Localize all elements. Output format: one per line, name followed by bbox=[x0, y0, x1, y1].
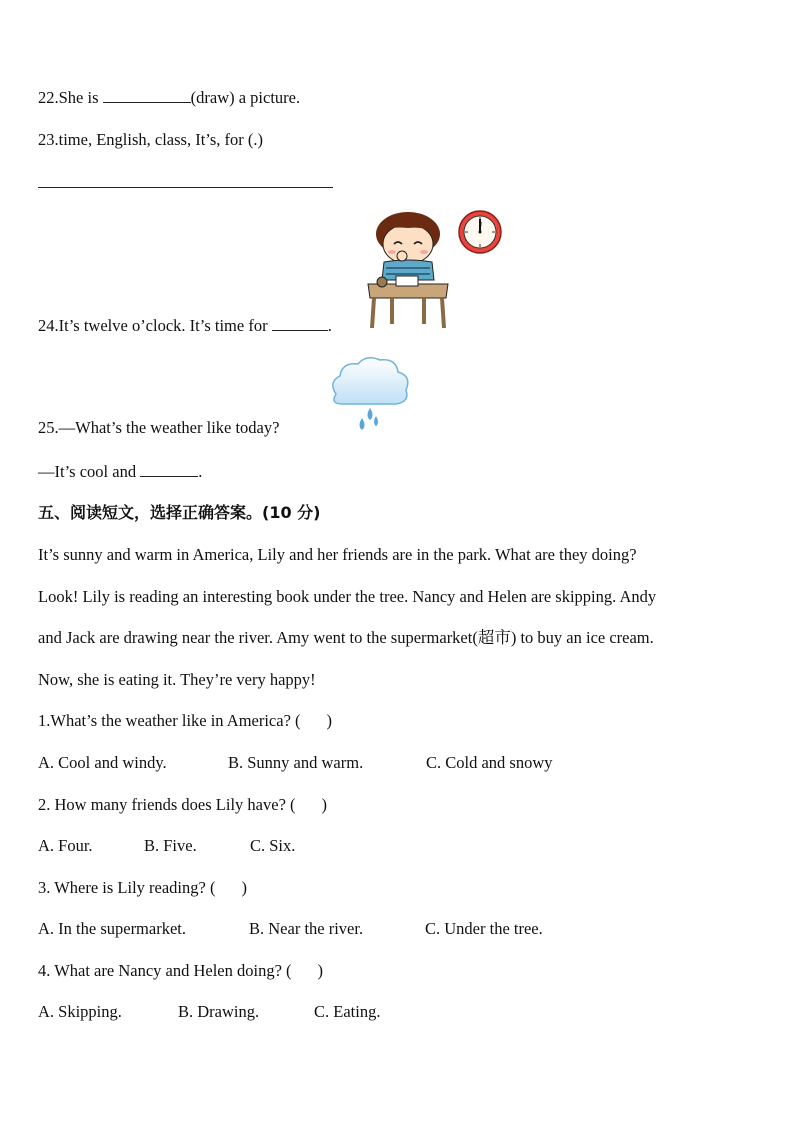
rq4-close-paren: ) bbox=[317, 961, 324, 980]
reading-question-4 bbox=[38, 961, 323, 981]
reading-question-4-options bbox=[38, 1002, 380, 1022]
passage-line-2: Look! Lily is reading an interesting book under the tree. Nancy and Helen are skipping. Andy bbox=[38, 587, 657, 606]
rq4-option-a[interactable]: A. Skipping. bbox=[38, 1002, 122, 1021]
question-22 bbox=[38, 88, 300, 108]
rq1-close-paren: ) bbox=[326, 711, 333, 730]
clock-icon bbox=[457, 209, 503, 255]
rq2-option-b[interactable]: B. Five. bbox=[144, 836, 197, 855]
q24-answer-blank[interactable] bbox=[272, 316, 328, 331]
passage-line-1: It’s sunny and warm in America, Lily and her friends are in the park. What are they doing? bbox=[38, 545, 637, 564]
q22-suffix: (draw) a picture. bbox=[190, 88, 301, 107]
q22-answer-blank[interactable] bbox=[103, 88, 191, 103]
rq1-option-b[interactable]: B. Sunny and warm. bbox=[228, 753, 364, 772]
rq3-option-c[interactable]: C. Under the tree. bbox=[425, 919, 543, 938]
rq2-stem: 2. How many friends does Lily have? ( bbox=[38, 795, 296, 814]
rq4-stem: 4. What are Nancy and Helen doing? ( bbox=[38, 961, 292, 980]
q24-period: . bbox=[327, 316, 332, 335]
rq1-stem: 1.What’s the weather like in America? ( bbox=[38, 711, 301, 730]
rq3-option-a[interactable]: A. In the supermarket. bbox=[38, 919, 186, 938]
passage-line-3: and Jack are drawing near the river. Amy went to the supermarket(超市) to buy an ice cream. bbox=[38, 628, 654, 647]
section-5-heading: 五、阅读短文，选择正确答案。(10 分) bbox=[38, 503, 321, 522]
boy-eating-lunch-icon bbox=[362, 208, 454, 334]
q23-answer-line[interactable] bbox=[38, 187, 333, 188]
question-24 bbox=[38, 316, 332, 336]
question-25: 25.—What’s the weather like today? bbox=[38, 418, 280, 437]
rq3-close-paren: ) bbox=[241, 878, 247, 897]
reading-question-1 bbox=[38, 711, 332, 731]
rq3-stem: 3. Where is Lily reading? ( bbox=[38, 878, 216, 897]
q24-text: 24.It’s twelve o’clock. It’s time for bbox=[38, 316, 272, 335]
rq2-option-c[interactable]: C. Six. bbox=[250, 836, 296, 855]
rq1-option-a[interactable]: A. Cool and windy. bbox=[38, 753, 167, 772]
rain-cloud-icon bbox=[326, 354, 412, 436]
reading-question-3 bbox=[38, 878, 247, 898]
q22-prefix: 22.She is bbox=[38, 88, 103, 107]
q25-answer-blank[interactable] bbox=[140, 462, 198, 477]
rq3-option-b[interactable]: B. Near the river. bbox=[249, 919, 364, 938]
question-25-answer bbox=[38, 462, 202, 482]
rq4-option-c[interactable]: C. Eating. bbox=[314, 1002, 381, 1021]
rq4-option-b[interactable]: B. Drawing. bbox=[178, 1002, 260, 1021]
reading-question-1-options bbox=[38, 753, 553, 773]
q25-answer-prefix: —It’s cool and bbox=[38, 462, 141, 481]
reading-question-2-options bbox=[38, 836, 295, 856]
question-23: 23.time, English, class, It’s, for (.) bbox=[38, 130, 264, 149]
q25-period: . bbox=[198, 462, 203, 481]
rq1-option-c[interactable]: C. Cold and snowy bbox=[426, 753, 553, 772]
rq2-close-paren: ) bbox=[321, 795, 328, 814]
rq2-option-a[interactable]: A. Four. bbox=[38, 836, 93, 855]
reading-question-2 bbox=[38, 795, 327, 815]
passage-line-4: Now, she is eating it. They’re very happy! bbox=[38, 670, 316, 689]
reading-question-3-options bbox=[38, 919, 543, 939]
